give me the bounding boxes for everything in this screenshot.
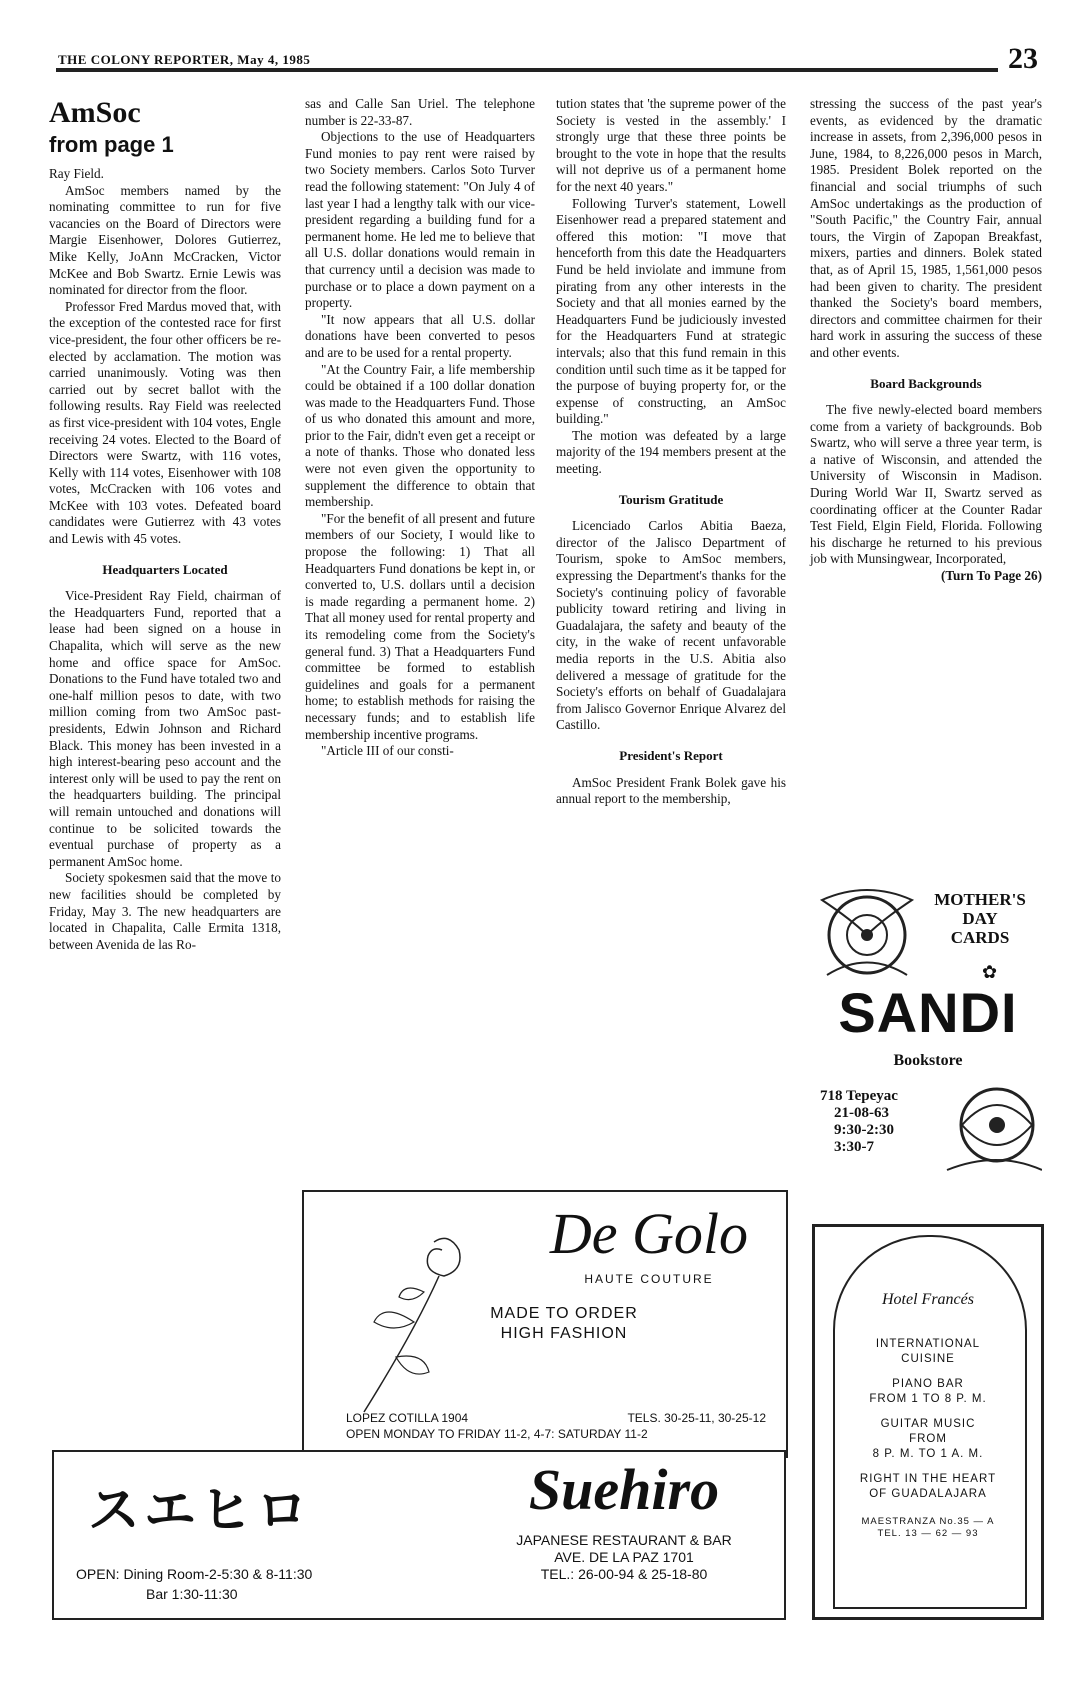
page-number: 23 bbox=[1008, 42, 1038, 75]
suehiro-open-hours: OPEN: Dining Room-2-5:30 & 8-11:30 bbox=[76, 1566, 313, 1582]
sandi-bookstore-ad bbox=[812, 870, 1044, 1208]
sandi-logo: SANDI bbox=[838, 981, 1018, 1044]
subhead-president: President's Report bbox=[619, 747, 723, 763]
suehiro-bar-hours: Bar 1:30-11:30 bbox=[146, 1586, 238, 1602]
restaurant-type: JAPANESE RESTAURANT & BAR bbox=[516, 1532, 732, 1548]
turn-to-page: (Turn To Page 26) bbox=[940, 568, 1042, 584]
masthead-rule bbox=[56, 68, 998, 72]
sandi-address: 718 Tepeyac bbox=[820, 1088, 898, 1104]
paragraph: AmSoc members named by the nominating committee to run for five vacancies on the Board of Directors were Margie Eisenhower, Dolores Gutierrez, Mike Kelly, JoAnn McCracken, Victor McKee and Bob Swartz. Ernie Lewis was nominated for director from the floor. bbox=[49, 182, 281, 298]
masthead-title: THE COLONY REPORTER, May 4, 1985 bbox=[58, 52, 311, 67]
haute-couture-label: HAUTE COUTURE bbox=[584, 1272, 714, 1286]
paragraph: "For the benefit of all present and future members of our Society, I would like to propose the following: 1) That all Headquarters Fund donations be kept in, or converted to, U.S. dollars until a decision is made regarding a permanent home. 2) That all money used for rental property and its remodeling come from the Society's general fund. 3) That a Headquarters Fund committee be formed to establish guidelines and goals for a permanent home; to establish methods for raising the necessary funds; and to establish life membership incentive programs. bbox=[305, 510, 535, 742]
hotel-text: PIANO BAR bbox=[892, 1378, 964, 1390]
hotel-text: FROM 1 TO 8 P. M. bbox=[869, 1393, 987, 1405]
hotel-address: MAESTRANZA No.35 — A bbox=[861, 1516, 995, 1527]
masthead bbox=[56, 42, 1042, 76]
hotel-text: INTERNATIONAL bbox=[875, 1338, 981, 1350]
paragraph: The motion was defeated by a large majority of the 194 members present at the meeting. bbox=[556, 427, 786, 477]
paragraph: Ray Field. bbox=[49, 166, 104, 181]
hotel-text: RIGHT IN THE HEART bbox=[859, 1473, 997, 1485]
sandi-hours: 3:30-7 bbox=[834, 1139, 874, 1155]
subhead-tourism: Tourism Gratitude bbox=[618, 491, 724, 507]
suehiro-phone: TEL.: 26-00-94 & 25-18-80 bbox=[540, 1566, 708, 1582]
de-golo-ad bbox=[302, 1190, 788, 1458]
hotel-text: CUISINE bbox=[901, 1353, 955, 1365]
floral-ornament-icon bbox=[942, 1070, 1042, 1180]
paragraph: "At the Country Fair, a life membership could be obtained if a 100 dollar donation was made to the Headquarters Fund. Those of us who donated this amount and more, prior to the Fair, didn't even get a receipt or a note of thanks. Those who donated less were not even given the opportunity to supplement the difference to obtain that membership. bbox=[305, 361, 535, 510]
sandi-hours: 9:30-2:30 bbox=[834, 1122, 894, 1138]
column-2 bbox=[305, 96, 535, 760]
paragraph: Vice-President Ray Field, chairman of the Headquarters Fund, reported that a lease had been signed on a house in Chapalita, which will serve as the new home and office space for AmSoc. Donations to the Fund have totaled two and one-half million pesos to date, with two million coming from two AmSoc past-presidents, Edwin Johnson and Richard Black. This money has been invested in a high interest-bearing peso account and the interest only will be used to pay the rent on the headquarters building. The principal will remain untouched and donations will continue to be solicited towards the eventual purchase of property as a permanent AmSoc home. bbox=[49, 588, 281, 869]
paragraph: "Article III of our consti- bbox=[321, 743, 454, 759]
hotel-phone: TEL. 13 — 62 — 93 bbox=[877, 1528, 979, 1539]
de-golo-hours: OPEN MONDAY TO FRIDAY 11-2, 4-7: SATURDAY 11-2 bbox=[346, 1427, 648, 1441]
mothers-day-tag: CARDS bbox=[950, 928, 1010, 947]
made-to-order-label: MADE TO ORDER bbox=[490, 1305, 638, 1322]
hotel-text: 8 P. M. TO 1 A. M. bbox=[872, 1448, 984, 1460]
hotel-text: GUITAR MUSIC bbox=[880, 1418, 976, 1430]
de-golo-logo: De Golo bbox=[549, 1201, 749, 1266]
paragraph: Following Turver's statement, Lowell Eisenhower read a prepared statement and offered this motion: "I move that henceforth from this date the Headquarters Fund be held inviolate and immune from pirating from any other interests in the Society and that all monies earned by the Headquarters Fund be judiciously invested for the Headquarters Fund at strategic intervals; also that this fund remain in this condition until such time as it be tapped for the purpose of buying property for, or the expense of constructing, an AmSoc building." bbox=[556, 195, 786, 427]
paragraph: sas and Calle San Uriel. The telephone number is 22-33-87. bbox=[305, 96, 535, 128]
paragraph: AmSoc President Frank Bolek gave his annual report to the membership, bbox=[556, 774, 786, 807]
paragraph: The five newly-elected board members come from a variety of backgrounds. Bob Swartz, who will serve a three year term, is a native of Wisconsin, and attended the University of Wisconsin in Madison. During World War II, Swartz served as coordinating officer at the Counter Radar Test Field, Elgin Field, Florida. Following his discharge he returned to his previous job with Munsingwear, Incorporated, bbox=[810, 402, 1042, 567]
hotel-text: OF GUADALAJARA bbox=[869, 1488, 987, 1500]
mothers-day-tag: DAY bbox=[962, 909, 998, 928]
paragraph: Licenciado Carlos Abitia Baeza, director of the Jalisco Department of Tourism, spoke to AmSoc members, expressing the Department's thanks for the Society's continuing policy of favorable publicity toward retiring and living in Guadalajara, the safety and beauty of the city, in the wake of recent unfavorable media reports in the U.S. Abitia also delivered a message of gratitude for the Society's efforts on behalf of Guadalajara from Jalisco Governor Enrique Alvarez del Castillo. bbox=[556, 518, 786, 733]
paragraph: "It now appears that all U.S. dollar donations have been converted to pesos and are to be used for a rental property. bbox=[305, 311, 535, 360]
subhead-board: Board Backgrounds bbox=[870, 375, 982, 391]
column-4 bbox=[810, 96, 1042, 585]
subhead-headquarters: Headquarters Located bbox=[102, 561, 228, 577]
high-fashion-label: HIGH FASHION bbox=[500, 1325, 628, 1342]
sandi-phone: 21-08-63 bbox=[834, 1105, 889, 1121]
article-kicker: AmSoc bbox=[49, 96, 141, 129]
paragraph: tution states that 'the supreme power of the Society is vested in the assembly.' I strongly urge that these three points be brought to the vote in hope that the results will not deprive us of a permanent home for the next 40 years." bbox=[556, 96, 786, 194]
de-golo-phones: TELS. 30-25-11, 30-25-12 bbox=[627, 1411, 766, 1425]
column-3 bbox=[556, 96, 786, 808]
paragraph: Society spokesmen said that the move to new facilities should be completed by Friday, May 3. The new headquarters are located in Chapalita, Calle Ermita 1318, between Avenida de las Ro- bbox=[49, 870, 281, 952]
de-golo-address: LOPEZ COTILLA 1904 bbox=[346, 1411, 469, 1425]
mothers-day-tag: MOTHER'S bbox=[934, 890, 1026, 909]
bookstore-label: Bookstore bbox=[893, 1052, 963, 1069]
hotel-frances-ad bbox=[812, 1224, 1044, 1620]
hotel-frances-logo: Hotel Francés bbox=[882, 1291, 974, 1308]
hotel-text: FROM bbox=[909, 1433, 947, 1445]
suehiro-address: AVE. DE LA PAZ 1701 bbox=[554, 1549, 694, 1565]
paragraph: Professor Fred Mardus moved that, with the exception of the contested race for first vice-president, the four other officers be re-elected by acclamation. The motion was carried unanimously. Voting was then carried out by secret ballot with the following results. Ray Field was reelected as first vice-president with 104 votes, Engle receiving 24 votes. Elected to the Board of Directors were Swartz, with 116 votes, Kelly with 114 votes, Eisenhower with 108 votes, McCracken with 106 votes and McKee with 103 votes. Defeated board candidates were Gutierrez with 43 votes and Lewis with 45 votes. bbox=[49, 298, 281, 547]
paragraph: stressing the success of the past year's events, as evidenced by the dramatic increase in assets, from 2,396,000 pesos in June, 1984, to 8,226,000 pesos in March, 1985. President Bolek reported on the financial and social triumphs of such AmSoc undertakings as the production of "South Pacific," the Country Fair, annual tours, the Virgin of Zapopan Breakfast, mixers, parties and dinners. Bolek stated that, as of April 15, 1985, 1,561,000 pesos had been given to charity. The president thanked the Society's board members, directors and committee chairmen for their hard work in assuring the success of these and other events. bbox=[810, 96, 1042, 360]
suehiro-ad bbox=[52, 1450, 786, 1620]
article-subkicker: from page 1 bbox=[49, 132, 174, 157]
floral-ornament-icon bbox=[812, 880, 922, 990]
suehiro-logo: Suehiro bbox=[528, 1457, 720, 1522]
column-1 bbox=[49, 96, 281, 953]
suehiro-japanese-logo: スエヒロ bbox=[88, 1481, 313, 1541]
flower-icon: ✿ bbox=[982, 962, 998, 982]
paragraph: Objections to the use of Headquarters Fund monies to pay rent were raised by two Society members. Carlos Soto Turver read the following statement: "On July 4 of last year I had a lengthy talk with our vice-president regarding a building fund for a permanent home. He led me to believe that all U.S. dollar donations would remain in that currency until a decision was made to purchase or to place a down payment on a property. bbox=[305, 129, 535, 311]
